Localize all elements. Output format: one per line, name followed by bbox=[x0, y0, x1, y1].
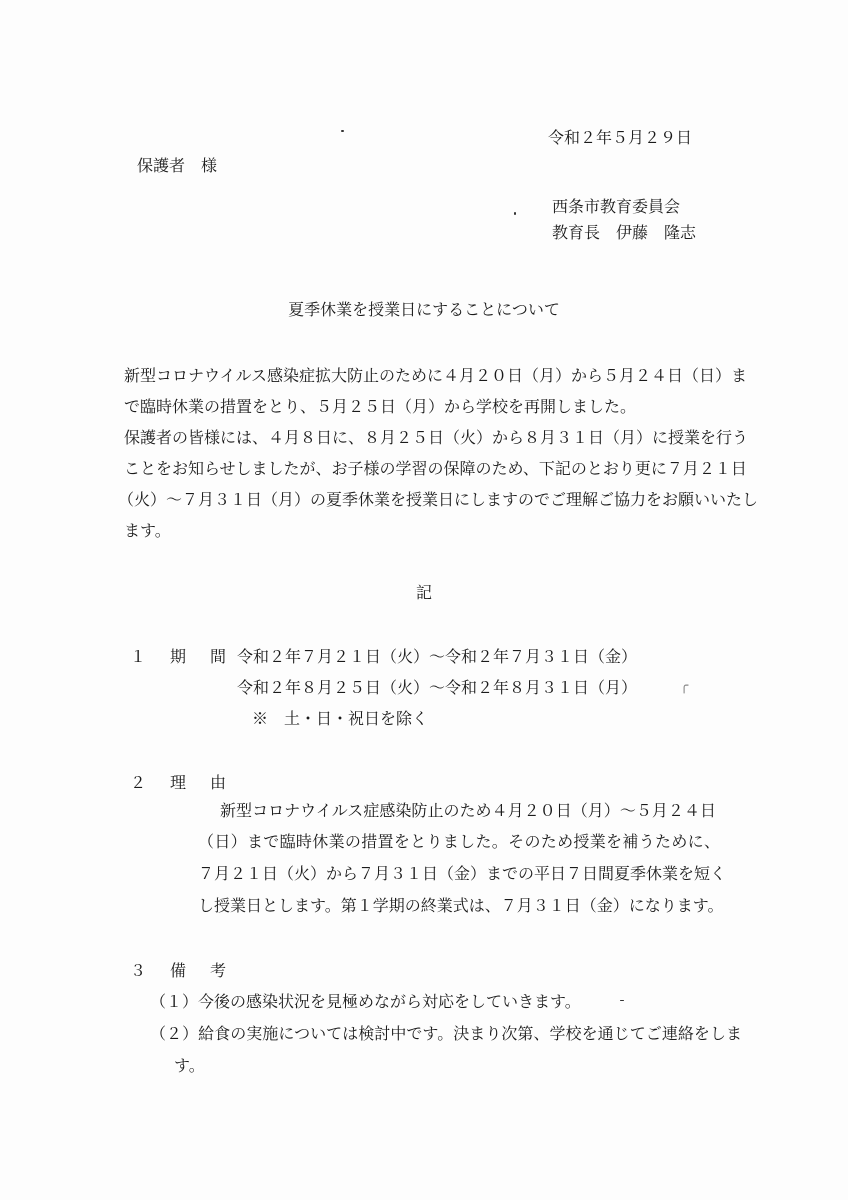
document-date: 令和２年５月２９日 bbox=[548, 128, 693, 147]
reason-heading: ２ 理 由 bbox=[130, 773, 231, 792]
addressee: 保護者 様 bbox=[137, 156, 218, 175]
reason-line: ７月２１日（火）から７月３１日（金）までの平日７日間夏季休業を短く bbox=[198, 864, 727, 883]
period-range-1: 令和２年７月２１日（火）～令和２年７月３１日（金） bbox=[237, 647, 638, 666]
sender-organization: 西条市教育委員会 bbox=[552, 197, 681, 216]
reason-line: 新型コロナウイルス症感染防止のため４月２０日（月）～５月２４日 bbox=[220, 801, 716, 820]
period-note: ※ 土・日・祝日を除く bbox=[252, 709, 429, 728]
reason-line: し授業日とします。第１学期の終業式は、７月３１日（金）になります。 bbox=[198, 896, 724, 915]
scan-mark: ╭ bbox=[680, 678, 689, 694]
body-line: 新型コロナウイルス感染症拡大防止のために４月２０日（月）から５月２４日（日）ま bbox=[124, 366, 748, 385]
body-line: で臨時休業の措置をとり、５月２５日（月）から学校を再開しました。 bbox=[124, 397, 637, 416]
period-range-2: 令和２年８月２５日（火）～令和２年８月３１日（月） bbox=[237, 678, 638, 697]
scan-speck bbox=[341, 130, 344, 132]
remarks-heading: ３ 備 考 bbox=[130, 961, 231, 980]
document-title: 夏季休業を授業日にすることについて bbox=[288, 300, 560, 319]
remarks-item: す。 bbox=[174, 1056, 205, 1075]
sender-name: 教育長 伊藤 隆志 bbox=[552, 223, 697, 242]
remarks-item: （２）給食の実施については検討中です。決まり次第、学校を通じてご連絡をしま bbox=[150, 1024, 742, 1043]
body-line: 保護者の皆様には、４月８日に、８月２５日（火）から８月３１日（月）に授業を行う bbox=[124, 428, 749, 447]
body-line: （火）～７月３１日（月）の夏季休業を授業日にしますのでご理解ご協力をお願いいたし bbox=[118, 490, 759, 509]
remarks-item: （１）今後の感染状況を見極めながら対応をしていきます。 bbox=[150, 992, 581, 1011]
scan-speck bbox=[620, 1000, 624, 1001]
ki-heading: 記 bbox=[415, 583, 432, 602]
body-line: ことをお知らせしましたが、お子様の学習の保障のため、下記のとおり更に７月２１日 bbox=[124, 459, 747, 478]
scan-speck bbox=[514, 212, 516, 215]
reason-line: （日）まで臨時休業の措置をとりました。そのため授業を補うために、 bbox=[198, 832, 720, 851]
body-line: ます。 bbox=[124, 521, 171, 540]
period-heading: １ 期 間 bbox=[130, 647, 231, 666]
